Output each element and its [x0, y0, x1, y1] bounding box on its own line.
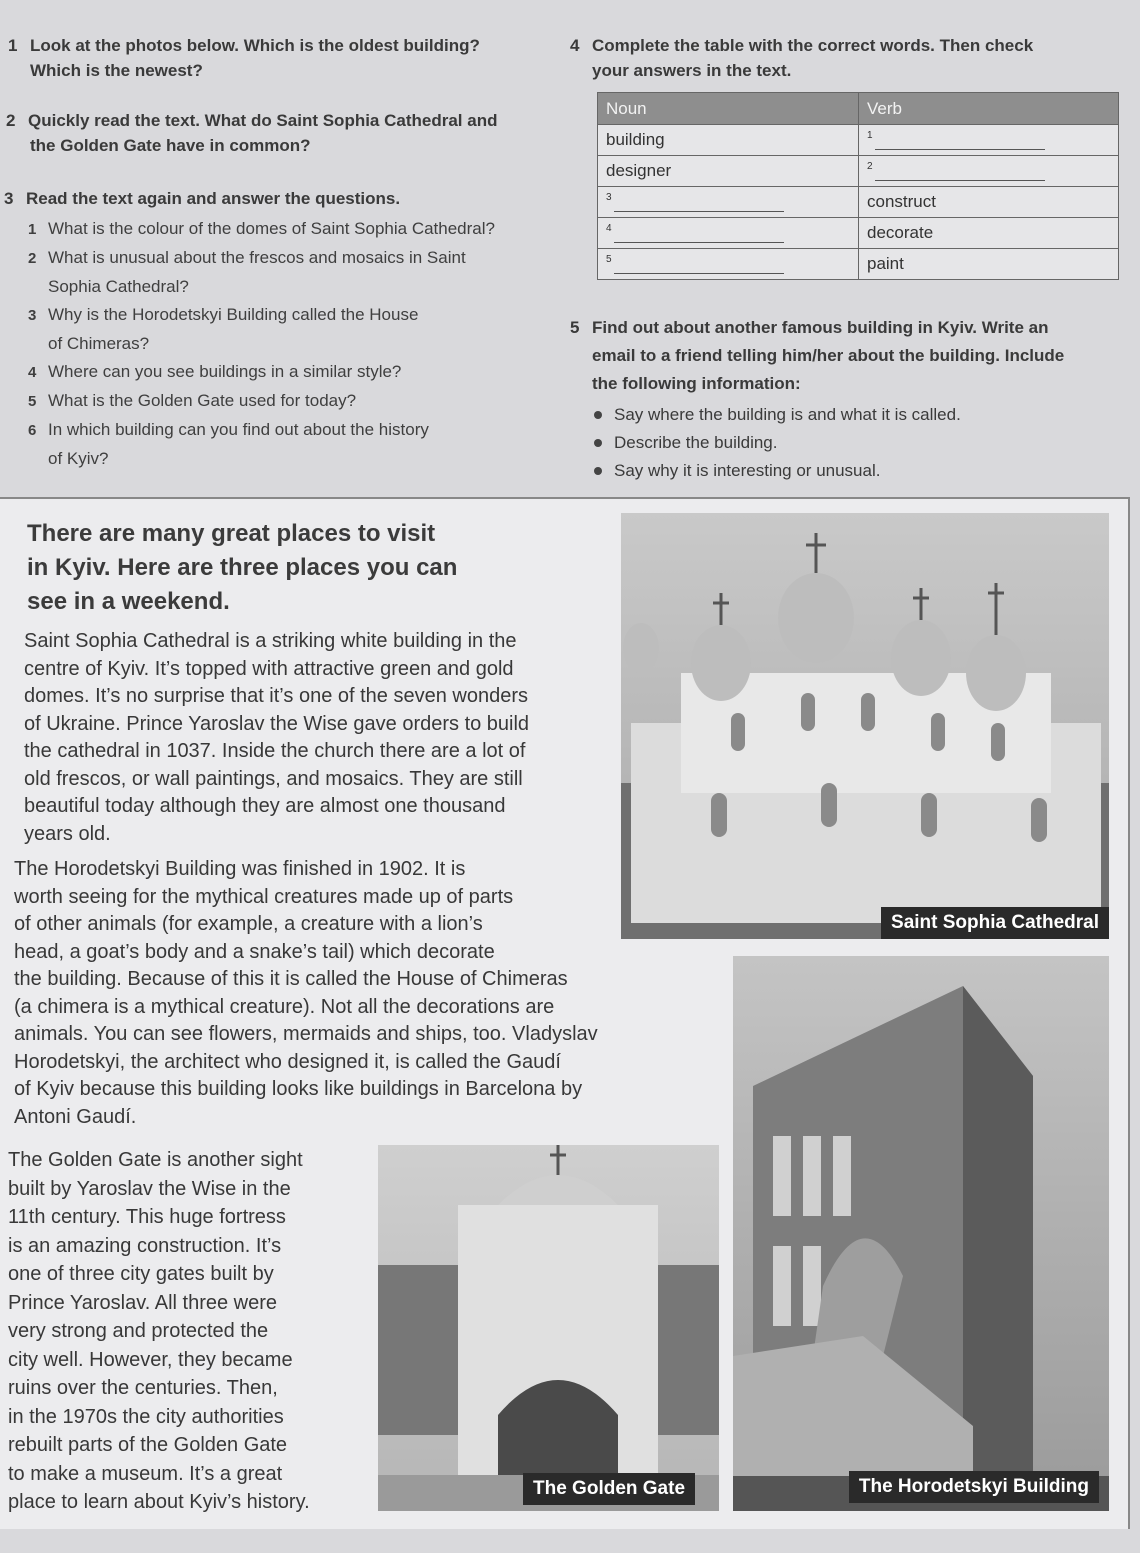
horodetskyi-photo: [733, 956, 1109, 1511]
bullet-item: Say why it is interesting or unusual.: [592, 457, 1130, 485]
answer-blank[interactable]: 1: [859, 125, 1119, 156]
question-4: 4 Where can you see buildings in a similar style?: [28, 362, 402, 381]
exercise-2-line2: the Golden Gate have in common?: [30, 136, 311, 155]
exercise-2: 2 Quickly read the text. What do Saint Sophia Cathedral and the Golden Gate have in common?: [6, 111, 498, 155]
answer-blank[interactable]: 3: [598, 187, 859, 218]
caption-horodetskyi: The Horodetskyi Building: [849, 1471, 1099, 1503]
exercise-5: 5 Find out about another famous building in Kyiv. Write an email to a friend telling him/her about the building. Include the following information: Say where the building is and what it is called. Describe the building. Say why it is interesting or unusual.: [570, 314, 1130, 485]
bullet-item: Describe the building.: [592, 429, 1130, 457]
answer-blank[interactable]: 2: [859, 156, 1119, 187]
exercise-4-line1: Complete the table with the correct words. Then check: [592, 36, 1034, 55]
caption-cathedral: Saint Sophia Cathedral: [881, 907, 1109, 939]
bullet-item: Say where the building is and what it is called.: [592, 401, 1130, 429]
exercise-2-line1: Quickly read the text. What do Saint Sophia Cathedral and: [28, 111, 498, 130]
question-5: 5 What is the Golden Gate used for today?: [28, 391, 357, 410]
table-row: $^5$ paint: [598, 249, 1119, 280]
paragraph-cathedral: Saint Sophia Cathedral is a striking white building in the centre of Kyiv. It’s topped with attractive green and gold domes. It’s no surprise that it’s one of the seven wonders of Ukraine. Prince Yaroslav the Wise gave orders to build the cathedral in 1037. Inside the church there are a lot of old frescos, or wall paintings, and mosaics. They are still beautiful today although they are almost one thousand years old.: [24, 630, 530, 845]
noun-verb-table: [597, 92, 1119, 280]
table-row: $^3$ construct: [598, 187, 1119, 218]
exercise-1: 1 Look at the photos below. Which is the oldest building? Which is the newest?: [8, 36, 480, 80]
table-row: designer $^2$: [598, 156, 1119, 187]
exercise-4-line2: your answers in the text.: [592, 61, 792, 80]
table-row: building $^1$: [598, 125, 1119, 156]
exercise-1-line2: Which is the newest?: [30, 61, 203, 80]
question-6: 6 In which building can you find out about the history of Kyiv?: [28, 420, 429, 468]
question-1: 1 What is the colour of the domes of Saint Sophia Cathedral?: [28, 219, 495, 238]
caption-golden-gate: The Golden Gate: [523, 1473, 695, 1505]
table-row: $^4$ decorate: [598, 218, 1119, 249]
answer-blank[interactable]: 4: [598, 218, 859, 249]
reading-intro: There are many great places to visit in Kyiv. Here are three places you can see in a weekend.: [27, 520, 458, 615]
header-verb: Verb: [859, 93, 1119, 125]
exercise-4: 4 Complete the table with the correct words. Then check your answers in the text.: [570, 36, 1034, 80]
exercise-1-line1: Look at the photos below. Which is the oldest building?: [30, 36, 480, 55]
paragraph-horodetskyi: The Horodetskyi Building was finished in 1902. It is worth seeing for the mythical creatures made up of parts of other animals (for example, a creature with a lion’s head, a goat’s body and a snake’s tail) which decorate the building. Because of this it is called the House of Chimeras (a chimera is a mythical creature). Not all the decorations are animals. You can see flowers, mermaids and ships, too. Vladyslav Horodetskyi, the architect who designed it, is called the Gaudí of Kyiv because this building looks like buildings in Barcelona by Antoni Gaudí.: [14, 858, 598, 1128]
exercise-5-bullets: [570, 401, 1130, 485]
question-2: 2 What is unusual about the frescos and mosaics in Saint Sophia Cathedral?: [28, 248, 466, 296]
horodetskyi-image: [733, 956, 1109, 1511]
header-noun: Noun: [598, 93, 859, 125]
exercise-3-questions: [4, 215, 564, 473]
golden-gate-photo: [378, 1145, 719, 1511]
paragraph-golden-gate: The Golden Gate is another sight built by Yaroslav the Wise in the 11th century. This huge fortress is an amazing construction. It’s one of three city gates built by Prince Yaroslav. All three were very strong and protected the city well. However, they became ruins over the centuries. Then, in the 1970s the city authorities rebuilt parts of the Golden Gate to make a museum. It’s a great place to learn about Kyiv’s history.: [8, 1149, 310, 1513]
exercise-3: 3 Read the text again and answer the questions. 1 What is the colour of the domes of Saint Sophia Cathedral? 2 What is unusual about the frescos and mosaics in Saint Sophia Cathedral? 3 Why is the Horodetskyi Building called the House of Chimeras? 4 Where can you see buildings in a similar style? 5 What is the Golden Gate used for today? 6 In which building can you find out about the history of Kyiv?: [4, 186, 564, 473]
question-3: 3 Why is the Horodetskyi Building called the House of Chimeras?: [28, 305, 419, 353]
golden-gate-image: [378, 1145, 719, 1511]
exercise-3-title: Read the text again and answer the questions.: [26, 189, 401, 208]
answer-blank[interactable]: 5: [598, 249, 859, 280]
